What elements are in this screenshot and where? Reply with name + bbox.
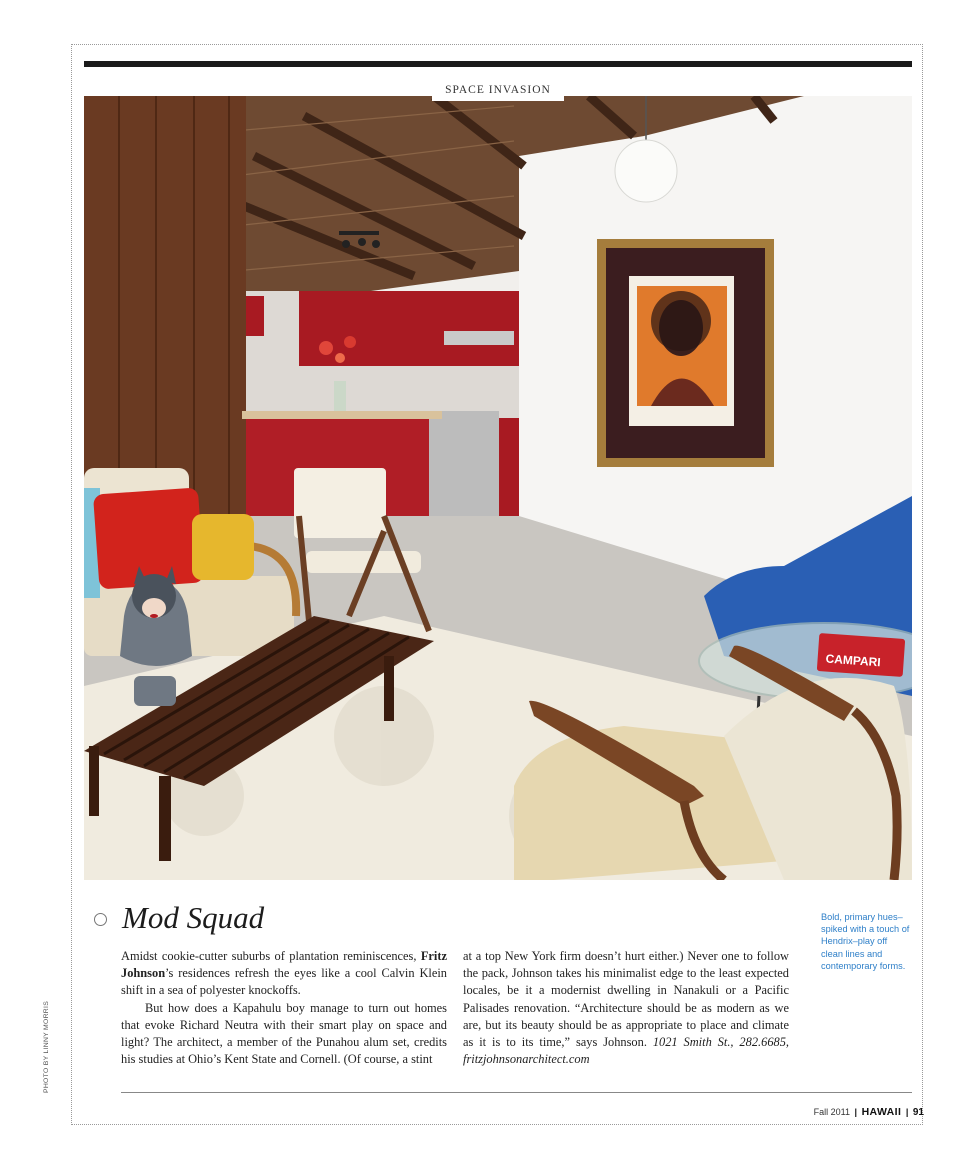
- contact-info: 1021 Smith St., 282.6685, fritzjohnsonarchitect.com: [463, 1035, 789, 1067]
- photo-credit: PHOTO BY LINNY MORRIS: [43, 1000, 50, 1093]
- circle-bullet-icon: [94, 913, 107, 926]
- article-column-2: [463, 948, 789, 1068]
- photo-caption: Bold, primary hues–spiked with a touch of Hendrix–play off clean lines and contemporary forms.: [821, 912, 910, 971]
- page-number: 91: [912, 1107, 924, 1118]
- folio: Fall 2011 | HAWAII | 91: [813, 1106, 924, 1118]
- magazine-name: HAWAII: [861, 1106, 902, 1118]
- article-column-1: [121, 948, 447, 1068]
- interior-photo: [84, 96, 912, 880]
- section-label: SPACE INVASION: [432, 79, 564, 101]
- issue-date: Fall 2011: [813, 1107, 850, 1117]
- paragraph-1: Amidst cookie-cutter suburbs of plantation reminiscences, Fritz Johnson’s residences refresh the eyes like a cool Calvin Klein shift in a sea of polyester knockoffs.: [121, 949, 447, 998]
- paragraph-2: But how does a Kapahulu boy manage to turn out homes that evoke Richard Neutra with their smart play on space and light? The architect, a member of the Punahou alum set, credits his studies at Ohio’s Kent State and Cornell. (Of course, a stint: [121, 1000, 447, 1067]
- paragraph-3: at a top New York firm doesn’t hurt either.) Never one to follow the pack, Johnson takes his minimalist edge to the least expected locales, be it a modernist dwelling in Nanakuli or a Pacific Palisades renovation. “Architecture should be as modern as we are, but its beauty should be as appropriate to place and climate as it is to its time,” says Johnson. 1021 Smith St., 282.6685, fritzjohnsonarchitect.com: [463, 949, 789, 1067]
- campari-label: CAMPARI: [825, 651, 882, 670]
- top-rule: [84, 61, 912, 67]
- architect-name: Fritz Johnson: [121, 949, 447, 981]
- article-title: Mod Squad: [122, 900, 265, 935]
- bottom-rule: [121, 1092, 912, 1093]
